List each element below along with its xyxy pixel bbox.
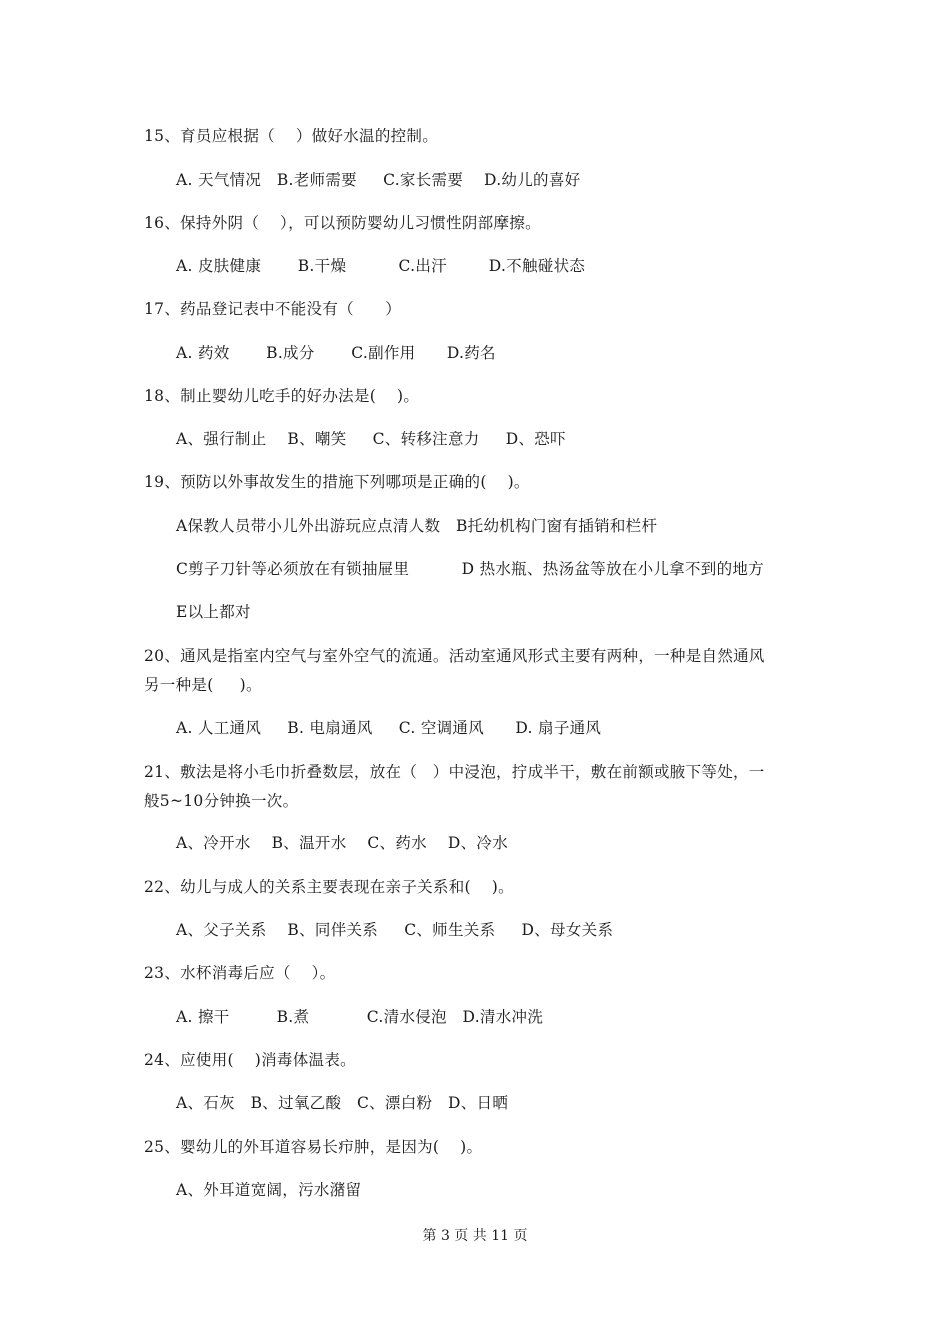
question-19-options: A保教人员带小儿外出游玩应点清人数 B托幼机构门窗有插销和栏杆 — [176, 517, 658, 535]
question-15-options: A. 天气情况 B.老师需要 C.家长需要 D.幼儿的喜好 — [176, 171, 581, 189]
question-23-stem: 23、水杯消毒后应（ ）。 — [144, 964, 336, 982]
question-18-stem: 18、制止婴幼儿吃手的好办法是( )。 — [144, 387, 420, 405]
question-21-stem: 般5~10分钟换一次。 — [144, 792, 299, 810]
question-25-options: A、外耳道宽阔，污水潴留 — [176, 1181, 362, 1199]
question-17-options: A. 药效 B.成分 C.副作用 D.药名 — [176, 344, 496, 362]
question-22-options: A、父子关系 B、同伴关系 C、师生关系 D、母女关系 — [176, 921, 614, 939]
question-22-stem: 22、幼儿与成人的关系主要表现在亲子关系和( )。 — [144, 878, 514, 896]
question-24-options: A、石灰 B、过氧乙酸 C、漂白粉 D、日晒 — [176, 1094, 509, 1112]
question-19-options: E以上都对 — [176, 603, 251, 621]
question-16-stem: 16、保持外阴（ ），可以预防婴幼儿习惯性阴部摩擦。 — [144, 214, 541, 232]
question-16-options: A. 皮肤健康 B.干燥 C.出汗 D.不触碰状态 — [176, 257, 586, 275]
question-20-stem: 另一种是( )。 — [144, 676, 262, 694]
question-24-stem: 24、应使用( )消毒体温表。 — [144, 1051, 356, 1069]
question-15-stem: 15、育员应根据（ ）做好水温的控制。 — [144, 127, 439, 145]
question-21-options: A、冷开水 B、温开水 C、药水 D、冷水 — [176, 834, 508, 852]
question-18-options: A、强行制止 B、嘲笑 C、转移注意力 D、恐吓 — [176, 430, 566, 448]
question-19-stem: 19、预防以外事故发生的措施下列哪项是正确的( )。 — [144, 473, 530, 491]
question-25-stem: 25、婴幼儿的外耳道容易长疖肿，是因为( )。 — [144, 1138, 483, 1156]
question-19-options: C剪子刀针等必须放在有锁抽屉里 D 热水瓶、热汤盆等放在小儿拿不到的地方 — [176, 560, 764, 578]
question-17-stem: 17、药品登记表中不能没有（ ） — [144, 300, 402, 318]
question-23-options: A. 擦干 B.煮 C.清水侵泡 D.清水冲洗 — [176, 1008, 544, 1026]
page-number-footer: 第 3 页 共 11 页 — [422, 1228, 528, 1244]
question-20-options: A. 人工通风 B. 电扇通风 C. 空调通风 D. 扇子通风 — [176, 719, 602, 737]
question-21-stem: 21、敷法是将小毛巾折叠数层，放在（ ）中浸泡，拧成半干，敷在前额或腋下等处，一 — [144, 763, 765, 781]
question-20-stem: 20、通风是指室内空气与室外空气的流通。活动室通风形式主要有两种，一种是自然通风 — [144, 647, 765, 665]
